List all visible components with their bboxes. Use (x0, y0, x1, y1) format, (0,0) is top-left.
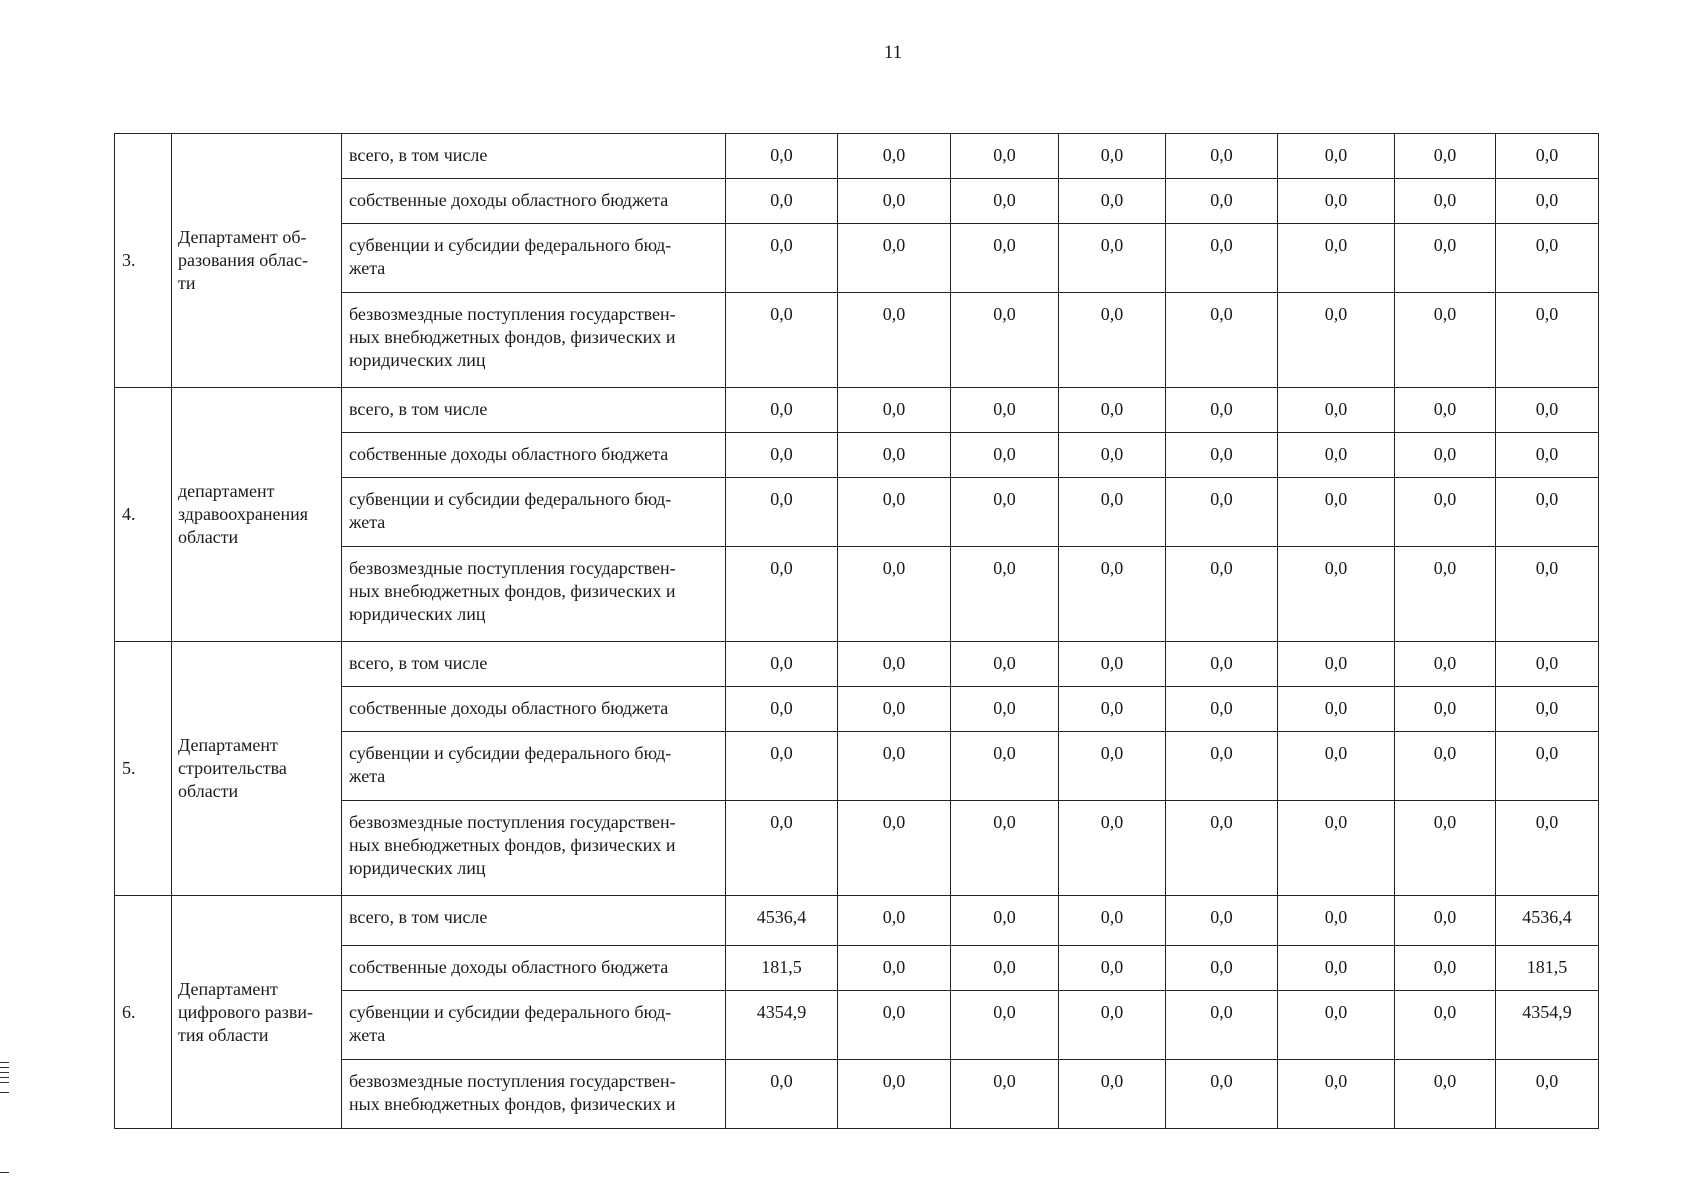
amount-cell: 0,0 (838, 896, 951, 946)
amount-cell: 0,0 (1496, 547, 1599, 642)
amount-cell: 0,0 (1395, 642, 1496, 687)
amount-cell: 0,0 (1166, 293, 1278, 388)
amount-cell: 0,0 (951, 642, 1059, 687)
department-name: департамент здравоохранения области (172, 388, 342, 642)
amount-cell: 0,0 (1059, 134, 1166, 179)
amount-cell: 0,0 (726, 433, 838, 478)
page-edge-mark (0, 1077, 9, 1078)
amount-cell: 0,0 (838, 433, 951, 478)
amount-cell: 0,0 (838, 642, 951, 687)
funding-source-label: субвенции и субсидии федерального бюд- жета (342, 224, 726, 293)
amount-cell: 4536,4 (1496, 896, 1599, 946)
row-number: 5. (115, 642, 172, 896)
amount-cell: 0,0 (1166, 642, 1278, 687)
amount-cell: 0,0 (1395, 388, 1496, 433)
amount-cell: 0,0 (1496, 801, 1599, 896)
amount-cell: 0,0 (1395, 179, 1496, 224)
amount-cell: 0,0 (1395, 687, 1496, 732)
amount-cell: 0,0 (1496, 642, 1599, 687)
funding-source-label: всего, в том числе (342, 896, 726, 946)
amount-cell: 0,0 (1278, 478, 1395, 547)
amount-cell: 0,0 (1278, 388, 1395, 433)
department-name: Департамент об- разования облас- ти (172, 134, 342, 388)
page-number: 11 (883, 42, 903, 63)
amount-cell: 0,0 (726, 642, 838, 687)
amount-cell: 0,0 (726, 687, 838, 732)
amount-cell: 0,0 (1278, 732, 1395, 801)
amount-cell: 0,0 (1059, 388, 1166, 433)
amount-cell: 0,0 (726, 801, 838, 896)
amount-cell: 0,0 (1166, 433, 1278, 478)
amount-cell: 0,0 (951, 801, 1059, 896)
funding-source-label: субвенции и субсидии федерального бюд- жета (342, 991, 726, 1060)
amount-cell: 0,0 (1278, 224, 1395, 293)
amount-cell: 0,0 (1059, 224, 1166, 293)
amount-cell: 0,0 (838, 946, 951, 991)
amount-cell: 0,0 (1395, 224, 1496, 293)
amount-cell: 0,0 (838, 134, 951, 179)
funding-source-label: собственные доходы областного бюджета (342, 179, 726, 224)
amount-cell: 0,0 (951, 896, 1059, 946)
amount-cell: 0,0 (1278, 687, 1395, 732)
amount-cell: 0,0 (838, 547, 951, 642)
amount-cell: 0,0 (1278, 991, 1395, 1060)
amount-cell: 0,0 (1395, 478, 1496, 547)
amount-cell: 0,0 (1166, 478, 1278, 547)
amount-cell: 0,0 (1278, 896, 1395, 946)
amount-cell: 0,0 (1496, 1060, 1599, 1129)
amount-cell: 0,0 (1496, 433, 1599, 478)
amount-cell: 0,0 (838, 224, 951, 293)
amount-cell: 0,0 (1059, 179, 1166, 224)
amount-cell: 181,5 (1496, 946, 1599, 991)
amount-cell: 0,0 (838, 991, 951, 1060)
amount-cell: 0,0 (1496, 134, 1599, 179)
amount-cell: 0,0 (838, 388, 951, 433)
funding-source-label: всего, в том числе (342, 642, 726, 687)
funding-source-label: собственные доходы областного бюджета (342, 687, 726, 732)
amount-cell: 0,0 (1166, 224, 1278, 293)
amount-cell: 0,0 (1395, 896, 1496, 946)
page-edge-mark (0, 1067, 9, 1068)
amount-cell: 0,0 (1278, 134, 1395, 179)
amount-cell: 0,0 (1059, 433, 1166, 478)
amount-cell: 0,0 (951, 991, 1059, 1060)
amount-cell: 0,0 (951, 732, 1059, 801)
amount-cell: 0,0 (1166, 896, 1278, 946)
amount-cell: 4536,4 (726, 896, 838, 946)
amount-cell: 0,0 (1395, 946, 1496, 991)
amount-cell: 0,0 (1166, 134, 1278, 179)
amount-cell: 0,0 (1278, 946, 1395, 991)
amount-cell: 0,0 (1395, 801, 1496, 896)
amount-cell: 0,0 (1166, 801, 1278, 896)
amount-cell: 0,0 (1166, 1060, 1278, 1129)
amount-cell: 0,0 (1166, 991, 1278, 1060)
amount-cell: 0,0 (1278, 179, 1395, 224)
amount-cell: 0,0 (1059, 991, 1166, 1060)
amount-cell: 0,0 (1278, 547, 1395, 642)
funding-source-label: субвенции и субсидии федерального бюд- жета (342, 478, 726, 547)
amount-cell: 0,0 (951, 224, 1059, 293)
amount-cell: 0,0 (726, 224, 838, 293)
amount-cell: 0,0 (1395, 1060, 1496, 1129)
amount-cell: 0,0 (1496, 478, 1599, 547)
amount-cell: 0,0 (1496, 687, 1599, 732)
amount-cell: 0,0 (1059, 732, 1166, 801)
budget-table (114, 133, 1599, 1129)
table-row (115, 642, 1599, 687)
amount-cell: 0,0 (726, 732, 838, 801)
amount-cell: 0,0 (1166, 388, 1278, 433)
amount-cell: 0,0 (838, 801, 951, 896)
amount-cell: 0,0 (1166, 946, 1278, 991)
amount-cell: 0,0 (1166, 547, 1278, 642)
funding-source-label: собственные доходы областного бюджета (342, 433, 726, 478)
funding-source-label: безвозмездные поступления государствен- ных внебюджетных фондов, физических и юридических лиц (342, 547, 726, 642)
amount-cell: 0,0 (1278, 801, 1395, 896)
amount-cell: 0,0 (1395, 732, 1496, 801)
amount-cell: 0,0 (1395, 991, 1496, 1060)
amount-cell: 0,0 (1496, 179, 1599, 224)
amount-cell: 0,0 (1059, 687, 1166, 732)
amount-cell: 0,0 (1166, 732, 1278, 801)
amount-cell: 0,0 (951, 1060, 1059, 1129)
funding-source-label: безвозмездные поступления государствен- ных внебюджетных фондов, физических и юридических лиц (342, 801, 726, 896)
table-row (115, 388, 1599, 433)
amount-cell: 0,0 (1059, 946, 1166, 991)
amount-cell: 0,0 (1059, 1060, 1166, 1129)
row-number: 6. (115, 896, 172, 1129)
amount-cell: 0,0 (1059, 642, 1166, 687)
amount-cell: 4354,9 (1496, 991, 1599, 1060)
amount-cell: 0,0 (838, 687, 951, 732)
amount-cell: 0,0 (1496, 224, 1599, 293)
amount-cell: 0,0 (1278, 642, 1395, 687)
amount-cell: 0,0 (838, 1060, 951, 1129)
amount-cell: 0,0 (1395, 134, 1496, 179)
department-name: Департамент цифрового разви- тия области (172, 896, 342, 1129)
amount-cell: 0,0 (951, 478, 1059, 547)
amount-cell: 0,0 (1059, 547, 1166, 642)
amount-cell: 0,0 (951, 179, 1059, 224)
amount-cell: 0,0 (1278, 1060, 1395, 1129)
amount-cell: 0,0 (951, 687, 1059, 732)
amount-cell: 0,0 (1059, 293, 1166, 388)
row-number: 3. (115, 134, 172, 388)
amount-cell: 0,0 (726, 388, 838, 433)
funding-source-label: всего, в том числе (342, 134, 726, 179)
amount-cell: 0,0 (1278, 433, 1395, 478)
page-edge-mark (0, 1082, 9, 1083)
amount-cell: 0,0 (1395, 293, 1496, 388)
table-row (115, 896, 1599, 946)
amount-cell: 0,0 (726, 293, 838, 388)
department-name: Департамент строительства области (172, 642, 342, 896)
amount-cell: 0,0 (951, 388, 1059, 433)
amount-cell: 0,0 (951, 946, 1059, 991)
amount-cell: 0,0 (951, 134, 1059, 179)
amount-cell: 4354,9 (726, 991, 838, 1060)
amount-cell: 0,0 (838, 293, 951, 388)
amount-cell: 0,0 (1395, 433, 1496, 478)
amount-cell: 0,0 (1496, 293, 1599, 388)
amount-cell: 0,0 (726, 134, 838, 179)
amount-cell: 0,0 (1496, 732, 1599, 801)
amount-cell: 0,0 (951, 293, 1059, 388)
amount-cell: 0,0 (1278, 293, 1395, 388)
page-edge-mark (0, 1062, 9, 1063)
amount-cell: 0,0 (838, 732, 951, 801)
table-row (115, 134, 1599, 179)
page-edge-mark (0, 1072, 9, 1073)
amount-cell: 0,0 (1166, 687, 1278, 732)
amount-cell: 0,0 (726, 179, 838, 224)
funding-source-label: безвозмездные поступления государствен- ных внебюджетных фондов, физических и юридических лиц (342, 293, 726, 388)
page-edge-mark (0, 1092, 9, 1093)
funding-source-label: субвенции и субсидии федерального бюд- жета (342, 732, 726, 801)
page-edge-mark (0, 1172, 9, 1173)
amount-cell: 0,0 (726, 478, 838, 547)
amount-cell: 0,0 (1496, 388, 1599, 433)
amount-cell: 0,0 (726, 547, 838, 642)
amount-cell: 0,0 (1059, 801, 1166, 896)
amount-cell: 0,0 (1395, 547, 1496, 642)
amount-cell: 0,0 (1059, 896, 1166, 946)
amount-cell: 0,0 (1166, 179, 1278, 224)
row-number: 4. (115, 388, 172, 642)
amount-cell: 0,0 (838, 478, 951, 547)
funding-source-label: собственные доходы областного бюджета (342, 946, 726, 991)
amount-cell: 0,0 (838, 179, 951, 224)
funding-source-label: безвозмездные поступления государствен- ных внебюджетных фондов, физических и (342, 1060, 726, 1129)
funding-source-label: всего, в том числе (342, 388, 726, 433)
amount-cell: 0,0 (951, 433, 1059, 478)
amount-cell: 0,0 (1059, 478, 1166, 547)
amount-cell: 0,0 (951, 547, 1059, 642)
amount-cell: 0,0 (726, 1060, 838, 1129)
amount-cell: 181,5 (726, 946, 838, 991)
